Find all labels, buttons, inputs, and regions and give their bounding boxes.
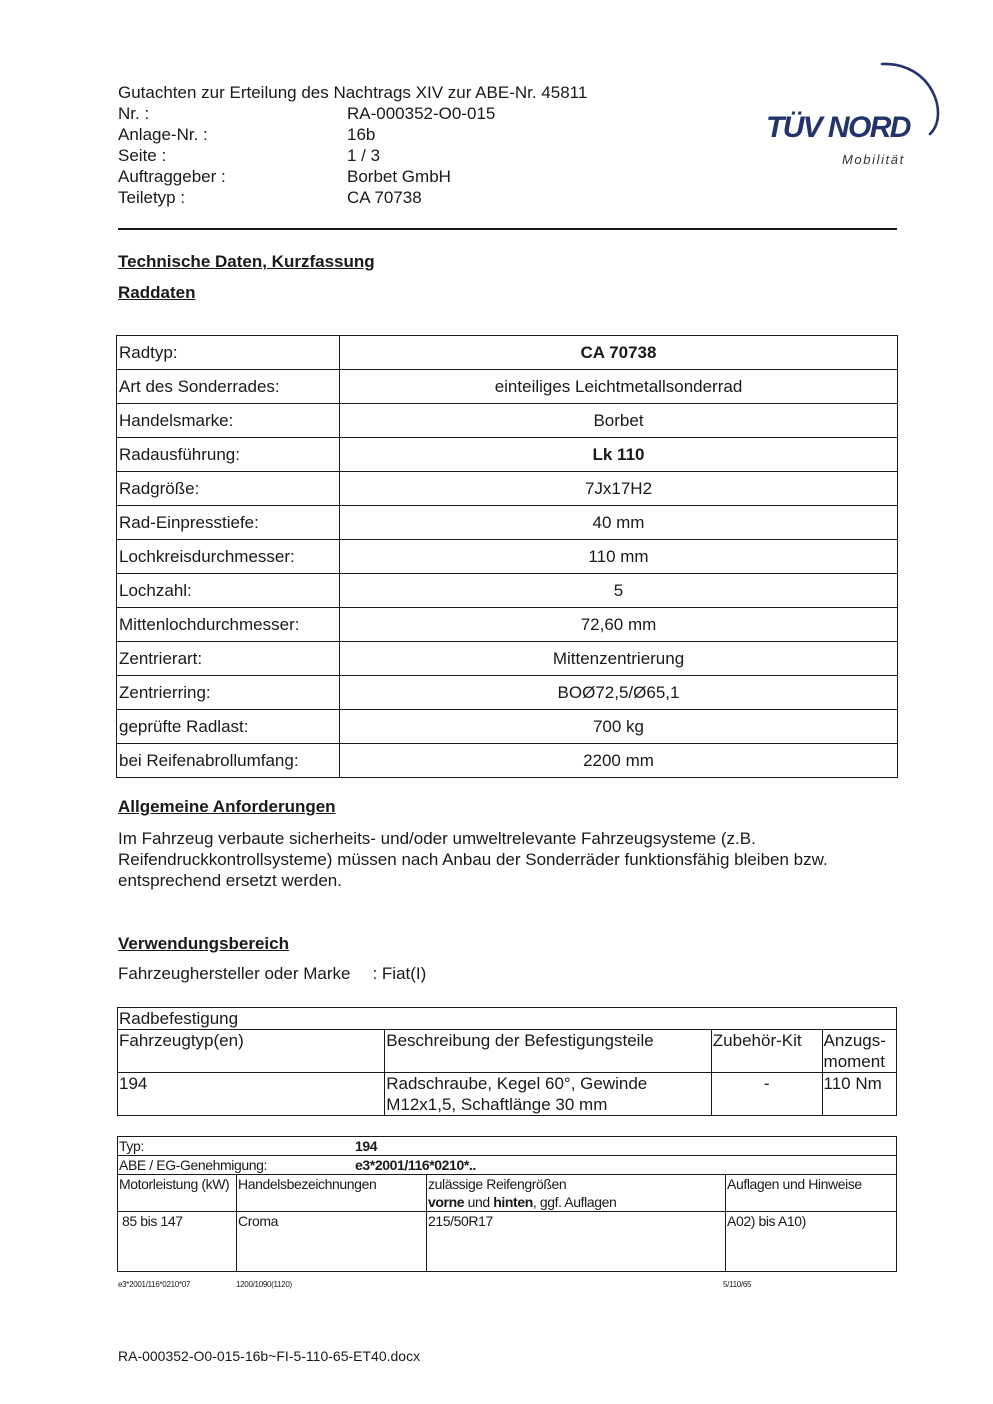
table-row [117, 336, 898, 370]
wheel-value: einteiliges Leichtmetallsonderrad [340, 370, 898, 404]
wheel-value: 110 mm [340, 540, 898, 574]
mounting-cell: 110 Nm [822, 1073, 896, 1116]
header-row-seite [118, 145, 587, 166]
general-requirements-text: Im Fahrzeug verbaute sicherheits- und/oder umweltrelevante Fahrzeugsysteme (z.B. Reifendruckkontrollsysteme) müssen nach Anbau der Sonderräder funktionsfähig bleiben bzw. entsprechend ersetzt werden. [118, 829, 828, 890]
section-heading-allgemein: Allgemeine Anforderungen [118, 797, 336, 816]
logo-brand: TÜV NORD [766, 111, 910, 144]
table-row [117, 540, 898, 574]
wheel-data-table [116, 335, 898, 778]
table-row [118, 1030, 897, 1073]
typ-header-front: vorne [428, 1194, 465, 1210]
wheel-label: Rad-Einpresstiefe: [117, 506, 340, 540]
typ-cell: 85 bis 147 [118, 1212, 237, 1272]
table-row [118, 1156, 897, 1175]
wheel-value: 40 mm [340, 506, 898, 540]
table-row [117, 710, 898, 744]
header-value: Borbet GmbH [347, 167, 451, 186]
tiny-code: 5/110/65 [723, 1280, 752, 1289]
table-row [117, 574, 898, 608]
tiny-code: e3*2001/116*0210*07 [118, 1280, 191, 1289]
mounting-table [117, 1007, 897, 1116]
type-approval-table [117, 1136, 897, 1272]
wheel-label: Lochzahl: [117, 574, 340, 608]
maker-label: Fahrzeughersteller oder Marke [118, 964, 351, 983]
wheel-value: 7Jx17H2 [340, 472, 898, 506]
mounting-header: Zubehör-Kit [711, 1030, 822, 1073]
typ-cell: 215/50R17 [427, 1212, 726, 1272]
wheel-value: Borbet [340, 404, 898, 438]
wheel-label: bei Reifenabrollumfang: [117, 744, 340, 778]
mounting-cell: 194 [118, 1073, 385, 1116]
header-value: CA 70738 [347, 188, 422, 207]
header-row-auftraggeber [118, 166, 587, 187]
typ-header-and: und [464, 1194, 494, 1210]
tuv-nord-logo [762, 60, 942, 172]
header-label: Anlage-Nr. : [118, 125, 208, 144]
typ-header: Handelsbezeichnungen [237, 1175, 427, 1212]
typ-value: 194 [355, 1138, 378, 1154]
vehicle-maker-line [118, 964, 426, 984]
wheel-value: 5 [340, 574, 898, 608]
table-row [118, 1073, 897, 1116]
wheel-value: Lk 110 [340, 438, 898, 472]
wheel-label: Lochkreisdurchmesser: [117, 540, 340, 574]
typ-header-rear: hinten [493, 1194, 533, 1210]
table-row [117, 676, 898, 710]
wheel-value: CA 70738 [340, 336, 898, 370]
footer-filename: RA-000352-O0-015-16b~FI-5-110-65-ET40.docx [118, 1348, 421, 1364]
header-row-teiletyp [118, 187, 587, 208]
report-title: Gutachten zur Erteilung des Nachtrags XIV zur ABE-Nr. 45811 [118, 83, 588, 102]
typ-cell: A02) bis A10) [726, 1212, 897, 1272]
typ-header-tyres [427, 1175, 726, 1212]
abe-label: ABE / EG-Genehmigung: [119, 1157, 268, 1173]
abe-value: e3*2001/116*0210*.. [355, 1157, 476, 1173]
header-divider [118, 228, 897, 230]
table-row [117, 370, 898, 404]
header-value: RA-000352-O0-015 [347, 104, 496, 123]
maker-separator: : [372, 964, 378, 983]
header-row-anlage [118, 124, 587, 145]
typ-cell: Croma [237, 1212, 427, 1272]
wheel-label: Radgröße: [117, 472, 340, 506]
table-row [118, 1137, 897, 1156]
mounting-cell: - [711, 1073, 822, 1116]
table-row [118, 1175, 897, 1212]
maker-value: Fiat(I) [381, 964, 427, 983]
typ-header: Auflagen und Hinweise [726, 1175, 897, 1212]
wheel-label: Mittenlochdurchmesser: [117, 608, 340, 642]
section-heading-raddaten: Raddaten [118, 283, 196, 302]
document-header [118, 82, 587, 208]
wheel-value: 2200 mm [340, 744, 898, 778]
table-row [117, 608, 898, 642]
table-row [117, 438, 898, 472]
table-row [118, 1212, 897, 1272]
table-row [117, 404, 898, 438]
mounting-cell: Radschraube, Kegel 60°, Gewinde M12x1,5, Schaftlänge 30 mm [385, 1073, 712, 1116]
section-heading-verwendung: Verwendungsbereich [118, 934, 289, 953]
table-row [117, 506, 898, 540]
wheel-value: BOØ72,5/Ø65,1 [340, 676, 898, 710]
header-label: Teiletyp : [118, 188, 186, 207]
wheel-label: Radtyp: [117, 336, 340, 370]
table-row [117, 472, 898, 506]
wheel-label: Handelsmarke: [117, 404, 340, 438]
wheel-value: 700 kg [340, 710, 898, 744]
wheel-value: 72,60 mm [340, 608, 898, 642]
mounting-header: Beschreibung der Befestigungsteile [385, 1030, 712, 1073]
mounting-header: Anzugs-moment [822, 1030, 896, 1073]
typ-label: Typ: [119, 1138, 144, 1154]
typ-header: Motorleistung (kW) [118, 1175, 237, 1212]
tiny-code: 1200/1090(1120) [236, 1280, 292, 1289]
header-label: Auftraggeber : [118, 167, 226, 186]
mounting-header: Fahrzeugtyp(en) [118, 1030, 385, 1073]
wheel-label: Zentrierring: [117, 676, 340, 710]
typ-header-rest: , ggf. Auflagen [532, 1194, 617, 1210]
header-value: 16b [347, 125, 376, 144]
wheel-label: geprüfte Radlast: [117, 710, 340, 744]
header-row-nr [118, 103, 587, 124]
header-label: Nr. : [118, 104, 150, 123]
wheel-value: Mittenzentrierung [340, 642, 898, 676]
mounting-title: Radbefestigung [118, 1008, 897, 1030]
wheel-label: Radausführung: [117, 438, 340, 472]
typ-header-line: zulässige Reifengrößen [428, 1176, 567, 1192]
table-row [117, 744, 898, 778]
typ-row [118, 1137, 897, 1156]
table-row [118, 1008, 897, 1030]
wheel-label: Art des Sonderrades: [117, 370, 340, 404]
wheel-label: Zentrierart: [117, 642, 340, 676]
section-heading-tech: Technische Daten, Kurzfassung [118, 252, 375, 271]
logo-tagline: Mobilität [842, 152, 905, 167]
table-row [117, 642, 898, 676]
header-value: 1 / 3 [347, 146, 381, 165]
header-label: Seite : [118, 146, 167, 165]
abe-row [118, 1156, 897, 1175]
